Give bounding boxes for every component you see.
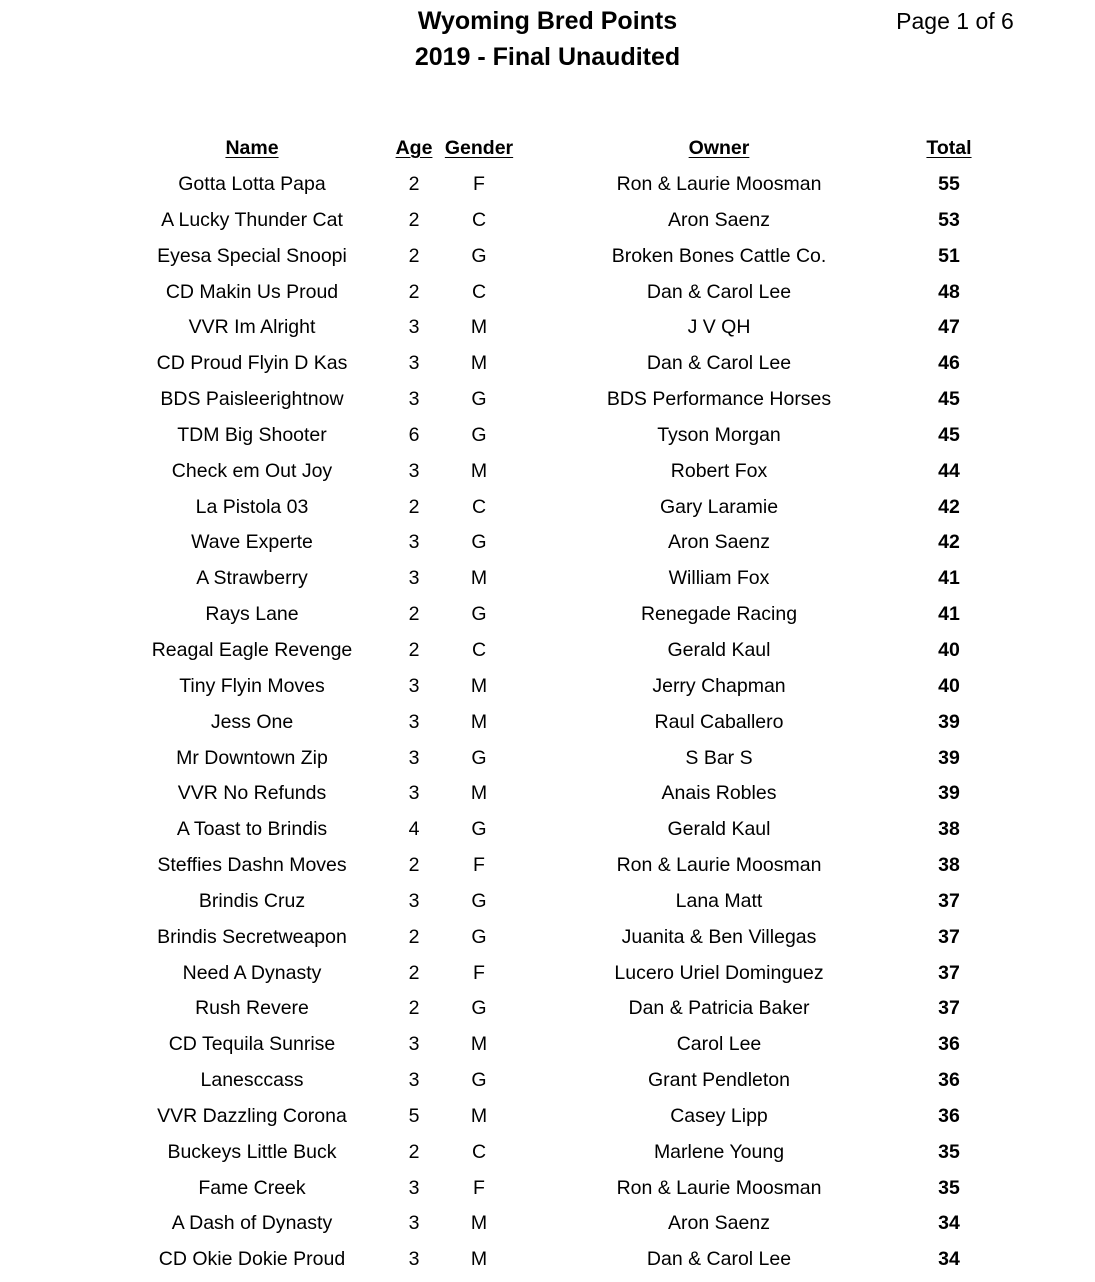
cell-name: Buckeys Little Buck: [167, 1140, 337, 1163]
cell-owner: Anais Robles: [661, 782, 777, 805]
cell-total: 47: [938, 316, 960, 339]
cell-name: A Strawberry: [196, 567, 308, 590]
cell-age: 3: [408, 531, 420, 554]
cell-name: Reagal Eagle Revenge: [151, 638, 353, 661]
table-row: [0, 525, 1095, 561]
cell-name: Steffies Dashn Moves: [157, 854, 347, 877]
cell-total: 48: [938, 280, 960, 303]
cell-owner: William Fox: [668, 567, 770, 590]
cell-owner: Grant Pendleton: [647, 1069, 790, 1092]
cell-owner: Juanita & Ben Villegas: [621, 925, 817, 948]
page-subtitle: 2019 - Final Unaudited: [414, 43, 681, 71]
cell-gender: C: [471, 280, 487, 303]
cell-name: VVR No Refunds: [177, 782, 327, 805]
cell-total: 45: [938, 423, 960, 446]
cell-total: 36: [938, 1104, 960, 1127]
table-row: [0, 167, 1095, 203]
cell-total: 37: [938, 925, 960, 948]
cell-gender: M: [470, 352, 488, 375]
table-row: [0, 848, 1095, 884]
cell-gender: C: [471, 638, 487, 661]
cell-gender: G: [471, 531, 487, 554]
cell-age: 2: [408, 1140, 420, 1163]
cell-name: A Toast to Brindis: [176, 818, 328, 841]
table-body: [0, 167, 1095, 1278]
cell-name: VVR Dazzling Corona: [157, 1104, 347, 1127]
cell-total: 41: [938, 567, 960, 590]
cell-gender: M: [470, 316, 488, 339]
cell-gender: F: [473, 173, 485, 195]
table-row: [0, 275, 1095, 311]
table-row: [0, 454, 1095, 490]
cell-total: 37: [938, 961, 960, 984]
table-row: [0, 956, 1095, 992]
cell-owner: Lucero Uriel Dominguez: [614, 961, 824, 984]
cell-name: CD Proud Flyin D Kas: [156, 352, 348, 375]
table-row: [0, 418, 1095, 454]
table-row: [0, 812, 1095, 848]
cell-total: 38: [938, 818, 960, 841]
cell-total: 51: [938, 244, 960, 267]
cell-age: 2: [408, 638, 420, 661]
cell-owner: Marlene Young: [653, 1140, 785, 1163]
column-header-name: Name: [225, 137, 279, 159]
cell-gender: G: [471, 925, 487, 948]
cell-age: 3: [408, 710, 420, 733]
cell-gender: C: [471, 495, 487, 518]
cell-gender: G: [471, 1069, 487, 1092]
cell-gender: M: [470, 567, 488, 590]
cell-age: 2: [408, 997, 420, 1020]
cell-gender: C: [471, 208, 487, 231]
cell-name: Tiny Flyin Moves: [179, 674, 325, 697]
cell-age: 4: [408, 818, 420, 841]
table-row: [0, 1206, 1095, 1242]
cell-owner: Gerald Kaul: [667, 638, 771, 661]
cell-owner: Aron Saenz: [668, 531, 770, 554]
points-table: [0, 131, 1095, 1278]
cell-age: 2: [408, 925, 420, 948]
cell-name: Brindis Secretweapon: [157, 925, 347, 948]
cell-name: Rush Revere: [195, 997, 309, 1020]
cell-name: A Lucky Thunder Cat: [161, 208, 343, 231]
cell-age: 3: [408, 1069, 420, 1092]
cell-age: 3: [408, 567, 420, 590]
cell-total: 37: [938, 997, 960, 1020]
cell-name: La Pistola 03: [195, 495, 309, 518]
cell-name: CD Okie Dokie Proud: [158, 1248, 346, 1271]
cell-owner: Raul Caballero: [654, 710, 784, 733]
table-row: [0, 490, 1095, 526]
cell-age: 2: [408, 495, 420, 518]
cell-age: 2: [408, 961, 420, 984]
cell-total: 55: [938, 173, 960, 195]
cell-owner: Gary Laramie: [659, 495, 779, 518]
cell-age: 2: [408, 603, 420, 626]
cell-age: 5: [408, 1104, 420, 1127]
cell-total: 45: [938, 388, 960, 411]
table-row: [0, 203, 1095, 239]
cell-age: 3: [408, 782, 420, 805]
cell-owner: J V QH: [687, 316, 751, 339]
cell-gender: M: [470, 710, 488, 733]
cell-name: Brindis Cruz: [198, 889, 306, 912]
cell-age: 3: [408, 746, 420, 769]
cell-gender: G: [471, 818, 487, 841]
cell-gender: F: [473, 1176, 485, 1199]
cell-gender: F: [473, 961, 485, 984]
cell-owner: Dan & Patricia Baker: [628, 997, 810, 1020]
cell-total: 34: [938, 1248, 960, 1271]
column-header-gender: Gender: [444, 137, 514, 159]
cell-age: 6: [408, 423, 420, 446]
cell-age: 3: [408, 1212, 420, 1235]
cell-total: 34: [938, 1212, 960, 1235]
cell-age: 2: [408, 854, 420, 877]
cell-total: 35: [938, 1176, 960, 1199]
table-row: [0, 597, 1095, 633]
cell-total: 39: [938, 782, 960, 805]
cell-name: A Dash of Dynasty: [171, 1212, 333, 1235]
table-row: [0, 776, 1095, 812]
cell-name: Jess One: [210, 710, 294, 733]
cell-name: VVR Im Alright: [188, 316, 316, 339]
cell-gender: M: [470, 1033, 488, 1056]
cell-total: 53: [938, 208, 960, 231]
cell-age: 3: [408, 352, 420, 375]
table-row: [0, 1171, 1095, 1207]
table-row: [0, 669, 1095, 705]
cell-name: Check em Out Joy: [171, 459, 333, 482]
cell-age: 3: [408, 459, 420, 482]
cell-gender: M: [470, 782, 488, 805]
cell-name: Eyesa Special Snoopi: [157, 244, 347, 267]
cell-gender: M: [470, 674, 488, 697]
table-row: [0, 633, 1095, 669]
table-row: [0, 920, 1095, 956]
cell-age: 2: [408, 244, 420, 267]
cell-total: 44: [938, 459, 960, 482]
table-header-row: [0, 131, 1095, 167]
cell-age: 3: [408, 674, 420, 697]
cell-age: 3: [408, 889, 420, 912]
cell-gender: M: [470, 1104, 488, 1127]
cell-owner: Carol Lee: [676, 1033, 762, 1056]
cell-owner: BDS Performance Horses: [606, 388, 832, 411]
cell-name: Rays Lane: [205, 603, 299, 626]
table-row: [0, 991, 1095, 1027]
cell-gender: F: [473, 854, 485, 877]
column-header-total: Total: [926, 137, 972, 159]
column-header-owner: Owner: [688, 137, 750, 159]
cell-gender: G: [471, 388, 487, 411]
cell-age: 3: [408, 316, 420, 339]
table-row: [0, 705, 1095, 741]
cell-owner: Ron & Laurie Moosman: [616, 854, 822, 877]
cell-name: Need A Dynasty: [182, 961, 322, 984]
cell-gender: G: [471, 889, 487, 912]
cell-owner: Dan & Carol Lee: [646, 280, 792, 303]
cell-owner: Lana Matt: [675, 889, 763, 912]
cell-gender: G: [471, 997, 487, 1020]
cell-name: CD Tequila Sunrise: [168, 1033, 336, 1056]
table-row: [0, 561, 1095, 597]
table-row: [0, 1099, 1095, 1135]
cell-owner: Robert Fox: [670, 459, 768, 482]
cell-owner: Dan & Carol Lee: [646, 1248, 792, 1271]
cell-age: 3: [408, 388, 420, 411]
table-row: [0, 741, 1095, 777]
cell-name: TDM Big Shooter: [177, 423, 327, 446]
cell-age: 3: [408, 1033, 420, 1056]
cell-total: 39: [938, 746, 960, 769]
cell-total: 42: [938, 531, 960, 554]
cell-total: 40: [938, 674, 960, 697]
cell-total: 36: [938, 1069, 960, 1092]
cell-gender: G: [471, 423, 487, 446]
page-title: Wyoming Bred Points: [417, 7, 678, 35]
page-indicator: Page 1 of 6: [896, 8, 1014, 34]
table-row: [0, 346, 1095, 382]
cell-age: 3: [408, 1176, 420, 1199]
cell-gender: M: [470, 459, 488, 482]
cell-owner: Aron Saenz: [668, 1212, 770, 1235]
table-row: [0, 382, 1095, 418]
table-row: [0, 1135, 1095, 1171]
cell-owner: Gerald Kaul: [667, 818, 771, 841]
cell-age: 2: [408, 280, 420, 303]
column-header-age: Age: [395, 137, 433, 159]
cell-gender: M: [470, 1212, 488, 1235]
cell-gender: G: [471, 244, 487, 267]
cell-age: 3: [408, 1248, 420, 1271]
cell-total: 42: [938, 495, 960, 518]
cell-name: Wave Experte: [191, 531, 313, 554]
table-row: [0, 884, 1095, 920]
cell-name: Gotta Lotta Papa: [178, 173, 326, 195]
cell-owner: S Bar S: [685, 746, 753, 769]
cell-owner: Casey Lipp: [670, 1104, 768, 1127]
cell-gender: G: [471, 603, 487, 626]
cell-owner: Dan & Carol Lee: [646, 352, 792, 375]
cell-name: Mr Downtown Zip: [176, 746, 328, 769]
cell-gender: M: [470, 1248, 488, 1271]
cell-name: BDS Paisleerightnow: [160, 388, 344, 411]
cell-total: 40: [938, 638, 960, 661]
cell-name: Fame Creek: [198, 1176, 306, 1199]
cell-total: 39: [938, 710, 960, 733]
table-row: [0, 1242, 1095, 1278]
cell-owner: Ron & Laurie Moosman: [616, 1176, 822, 1199]
cell-gender: G: [471, 746, 487, 769]
cell-total: 37: [938, 889, 960, 912]
table-row: [0, 1063, 1095, 1099]
cell-total: 46: [938, 352, 960, 375]
table-row: [0, 1027, 1095, 1063]
cell-age: 2: [408, 208, 420, 231]
cell-total: 38: [938, 854, 960, 877]
cell-owner: Broken Bones Cattle Co.: [611, 244, 827, 267]
table-row: [0, 310, 1095, 346]
cell-owner: Aron Saenz: [668, 208, 770, 231]
cell-total: 36: [938, 1033, 960, 1056]
cell-age: 2: [408, 173, 420, 195]
cell-total: 35: [938, 1140, 960, 1163]
cell-owner: Renegade Racing: [640, 603, 798, 626]
table-row: [0, 239, 1095, 275]
cell-gender: C: [471, 1140, 487, 1163]
cell-owner: Ron & Laurie Moosman: [616, 173, 822, 195]
cell-owner: Tyson Morgan: [657, 423, 781, 446]
cell-name: Lanesccass: [200, 1069, 304, 1092]
cell-name: CD Makin Us Proud: [165, 280, 339, 303]
cell-owner: Jerry Chapman: [652, 674, 786, 697]
cell-total: 41: [938, 603, 960, 626]
